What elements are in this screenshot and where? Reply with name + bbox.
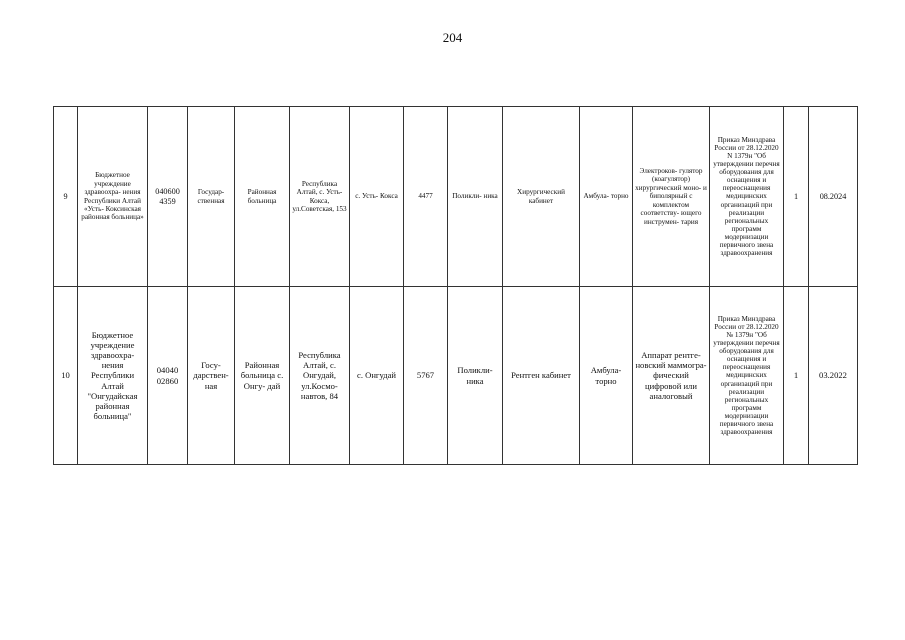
care-conditions: Амбула- торно	[580, 287, 633, 465]
facility-type: Районная больница	[235, 107, 290, 287]
ownership-form: Государ- ственная	[188, 107, 235, 287]
table-row	[54, 287, 858, 465]
regulatory-order: Приказ Минздрава России от 28.12.2020 № 1379н "Об утверждении перечня оборудования для оснащения и переоснащения медицинских организаций при реализации региональных программ модернизации первичного звена здравоохранения	[710, 287, 784, 465]
room: Рентген кабинет	[503, 287, 580, 465]
population: 5767	[404, 287, 448, 465]
equipment-name: Электроков- гулятор (коагулятор) хирургический моно- и биполярный с комплектом соответству- ющего инструмен- тария	[633, 107, 710, 287]
row-number: 9	[54, 107, 78, 287]
unit: Поликли- ника	[448, 287, 503, 465]
institution-name: Бюджетное учреждение здравоохра- нения Республики Алтай «Усть- Коксинская районная больница»	[78, 107, 148, 287]
locality: с. Онгудай	[350, 287, 404, 465]
institution-name: Бюджетное учреждение здравоохра- нения Республики Алтай "Онгудайская районная больница"	[78, 287, 148, 465]
institution-code: 04040 02860	[148, 287, 188, 465]
institution-code: 040600 4359	[148, 107, 188, 287]
equipment-registry-table	[53, 106, 858, 465]
locality: с. Усть- Кокса	[350, 107, 404, 287]
delivery-date: 03.2022	[809, 287, 858, 465]
ownership-form: Госу- дарствен- ная	[188, 287, 235, 465]
care-conditions: Амбула- торно	[580, 107, 633, 287]
facility-address: Республика Алтай, с. Онгудай, ул.Космо- навтов, 84	[290, 287, 350, 465]
population: 4477	[404, 107, 448, 287]
quantity: 1	[784, 287, 809, 465]
regulatory-order: Приказ Минздрава России от 28.12.2020 N 1379н "Об утверждении перечня оборудования для оснащения и переоснащения медицинских организаций при реализации региональных программ модернизации первичного звена здравоохранения	[710, 107, 784, 287]
row-number: 10	[54, 287, 78, 465]
table-row	[54, 107, 858, 287]
unit: Поликли- ника	[448, 107, 503, 287]
facility-type: Районная больница с. Онгу- дай	[235, 287, 290, 465]
quantity: 1	[784, 107, 809, 287]
equipment-name: Аппарат рентге- новский маммогра- фический цифровой или аналоговый	[633, 287, 710, 465]
delivery-date: 08.2024	[809, 107, 858, 287]
facility-address: Республика Алтай, с. Усть- Кокса, ул.Советская, 153	[290, 107, 350, 287]
page-number: 204	[442, 30, 463, 45]
room: Хирургический кабинет	[503, 107, 580, 287]
